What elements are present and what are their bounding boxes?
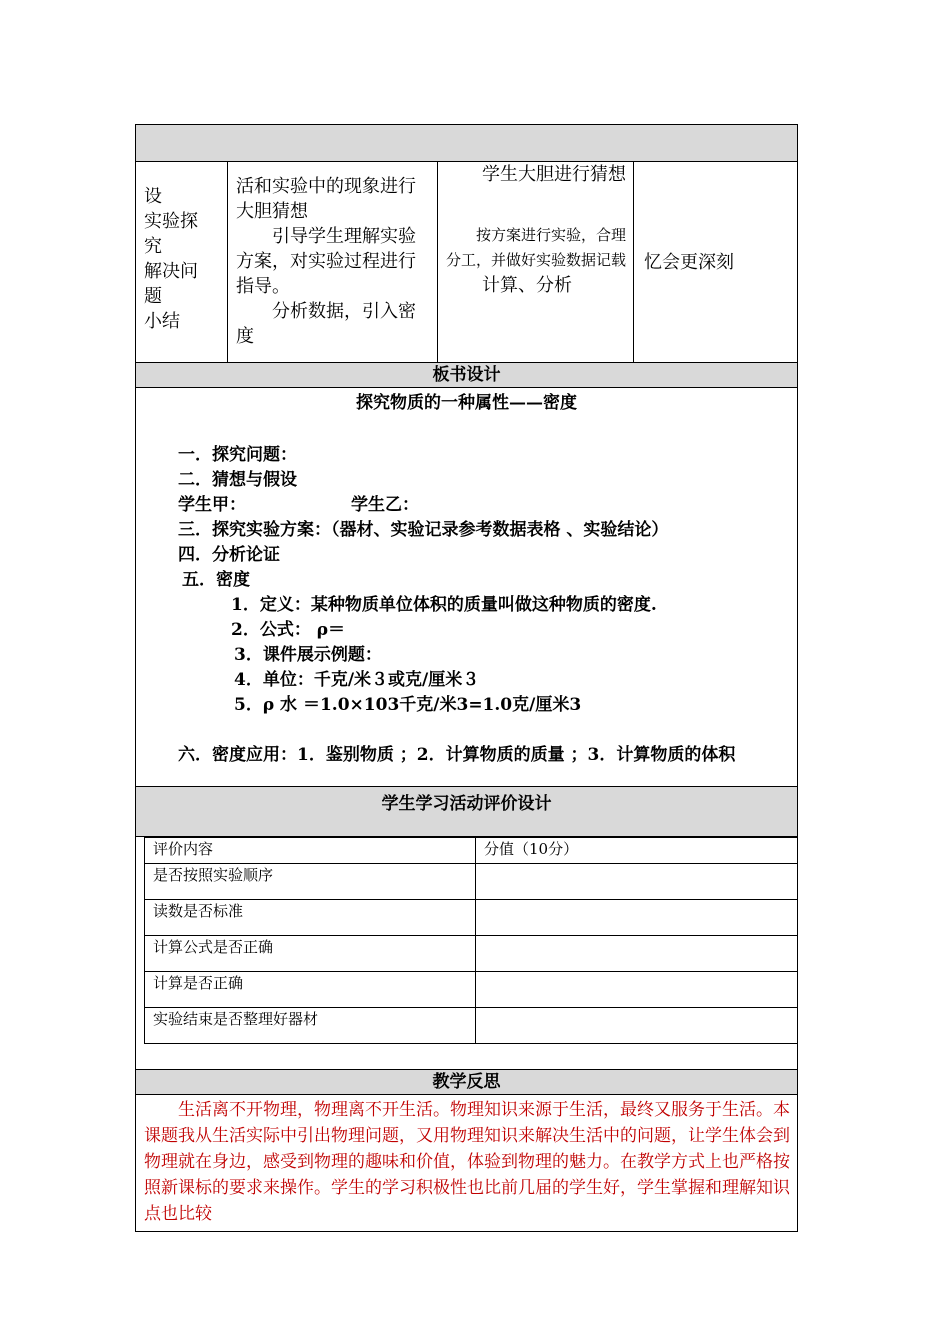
board-line: 5．ρ 水 ＝1.0×103千克/米3=1.0克/厘米3 (234, 695, 582, 715)
reflection-text: 生活离不开物理，物理离不开生活。物理知识来源于生活，最终又服务于生活。本课题我从生活实际中引出物理问题，又用物理知识来解决生活中的问题，让学生体会到物理就在身边，感受到物理的趣味和价值，体验到物理的魅力。在教学方式上也严格按照新课标的要求来操作。学生的学习积极性也比前几届的学生好，学生掌握和理解知识点也比较 (144, 1100, 790, 1224)
evaluation-row (145, 1008, 798, 1044)
teacher-activity-column (228, 162, 438, 362)
teacher-activity-text: 分析数据，引入密度 (236, 301, 416, 347)
evaluation-item: 读数是否标准 (145, 900, 476, 936)
student-activity-text: 按方案进行实验，合理分工，并做好实验数据记载 (446, 226, 627, 269)
evaluation-table (144, 837, 798, 1044)
evaluation-row (145, 864, 798, 900)
process-row (136, 162, 797, 363)
evaluation-score-cell[interactable] (476, 972, 798, 1008)
evaluation-item: 计算是否正确 (145, 972, 476, 1008)
design-intent-text: 忆会更深刻 (644, 252, 734, 273)
board-design-header: 板书设计 (136, 363, 797, 388)
board-design-content (136, 388, 797, 787)
evaluation-item: 是否按照实验顺序 (145, 864, 476, 900)
student-activity-text: 学生大胆进行猜想 (482, 164, 626, 185)
board-line: 三．探究实验方案：（器材、实验记录参考数据表格 、实验结论） (178, 520, 669, 540)
evaluation-row (145, 900, 798, 936)
board-line: 六．密度应用：1．鉴别物质 ；2．计算物质的质量 ；3．计算物质的体积 (178, 745, 736, 765)
board-line: 2．公式： ρ＝ (231, 620, 346, 640)
stage-line: 究 (144, 236, 162, 257)
stage-line: 小结 (144, 311, 180, 332)
teacher-activity-text: 引导学生理解实验方案，对实验过程进行指导。 (236, 226, 416, 297)
evaluation-column-header: 评价内容 (145, 838, 476, 864)
evaluation-score-cell[interactable] (476, 1008, 798, 1044)
teacher-activity-text: 活和实验中的现象进行大胆猜想 (236, 176, 416, 222)
design-intent-column (634, 162, 797, 362)
reflection-header: 教学反思 (136, 1070, 797, 1095)
board-line: 3．课件展示例题： (234, 645, 382, 665)
evaluation-row (145, 972, 798, 1008)
stage-line: 解决问 (144, 261, 198, 282)
evaluation-score-cell[interactable] (476, 936, 798, 972)
board-line: 一．探究问题： (178, 445, 297, 465)
evaluation-item: 实验结束是否整理好器材 (145, 1008, 476, 1044)
evaluation-item: 计算公式是否正确 (145, 936, 476, 972)
student-activity-column (438, 162, 634, 362)
board-line: 二．猜想与假设 (178, 470, 297, 490)
board-line: 学生甲： (178, 495, 246, 515)
evaluation-score-cell[interactable] (476, 864, 798, 900)
board-title: 探究物质的一种属性——密度 (356, 393, 577, 413)
evaluation-block (136, 837, 797, 1070)
evaluation-row (145, 936, 798, 972)
stage-line: 题 (144, 286, 162, 307)
top-gray-row (136, 125, 797, 162)
evaluation-column-header: 分值（10分） (476, 838, 798, 864)
board-line: 4．单位：千克/米３或克/厘米３ (234, 670, 480, 690)
reflection-text-cell (136, 1095, 797, 1231)
student-activity-text: 计算、分析 (482, 275, 572, 296)
lesson-plan-table (135, 124, 798, 1232)
stage-line: 实验探 (144, 211, 198, 232)
stage-column (136, 162, 228, 362)
board-line: 五．密度 (182, 570, 250, 590)
board-line: 1．定义：某种物质单位体积的质量叫做这种物质的密度. (231, 595, 657, 615)
evaluation-header-row (145, 838, 798, 864)
stage-line: 设 (144, 186, 162, 207)
board-line: 四．分析论证 (178, 545, 280, 565)
evaluation-header: 学生学习活动评价设计 (136, 787, 797, 837)
board-line: 学生乙： (351, 495, 419, 515)
evaluation-score-cell[interactable] (476, 900, 798, 936)
